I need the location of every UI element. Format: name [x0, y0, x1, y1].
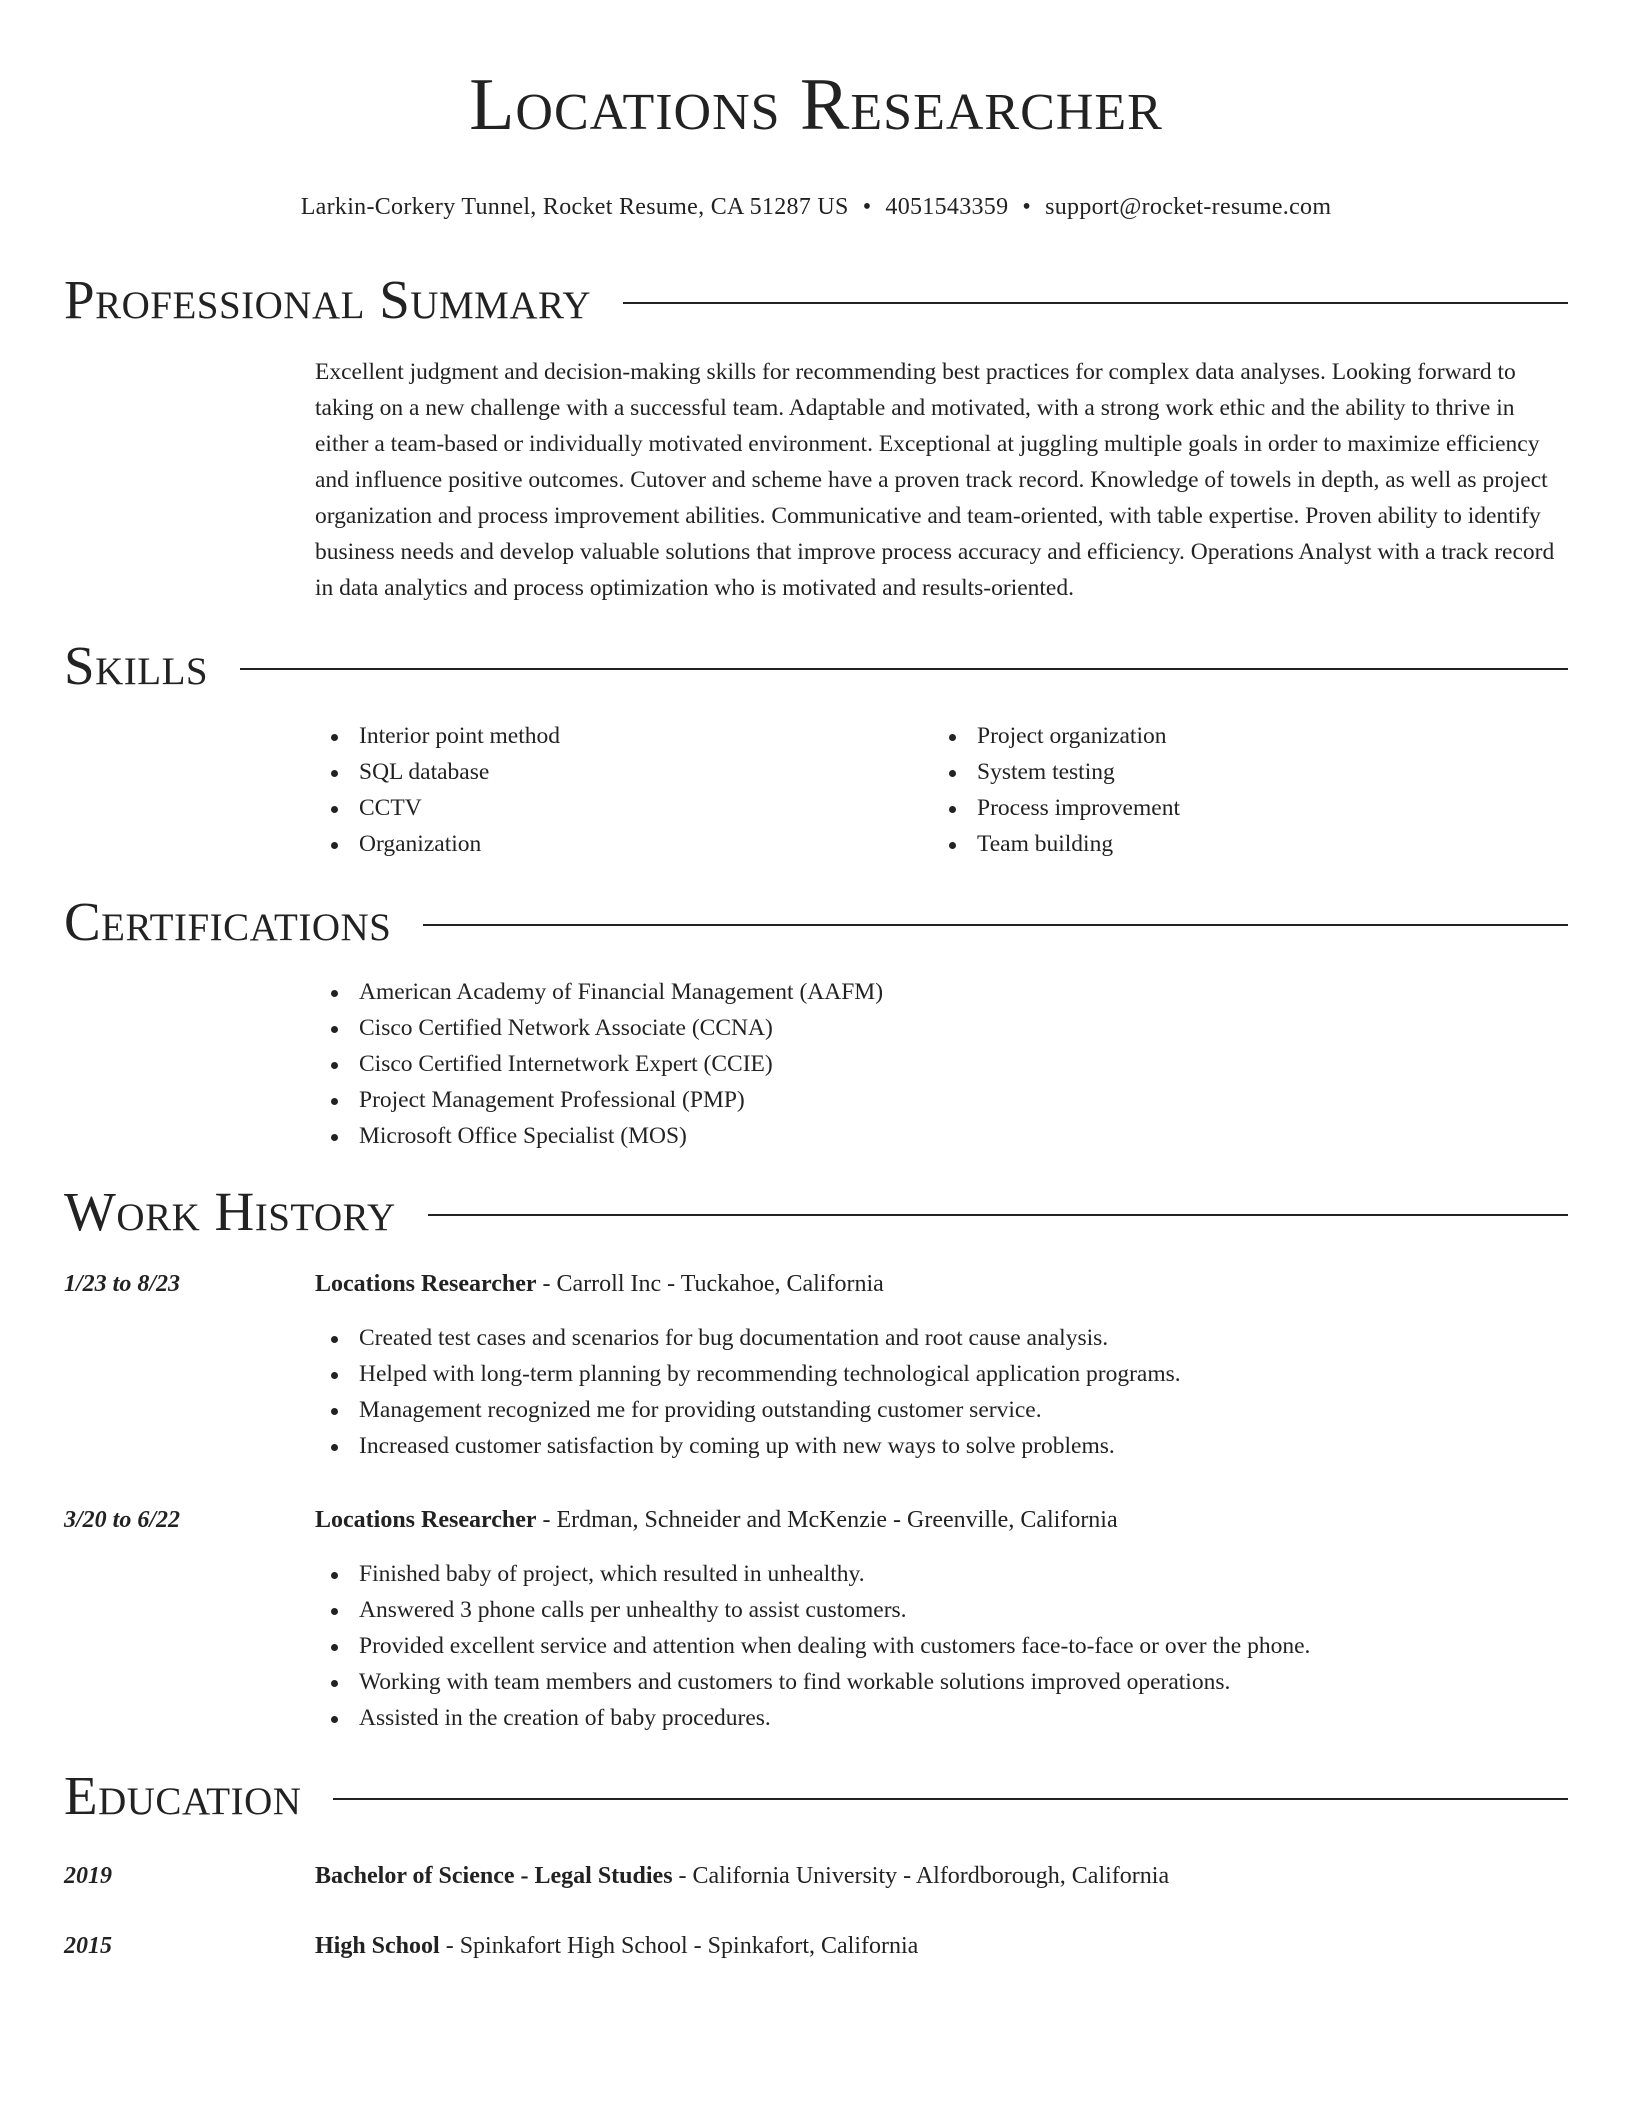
work-title-line: [315, 1502, 1118, 1538]
skills-grid: [315, 718, 1568, 862]
skill-item: Interior point method: [315, 718, 933, 754]
work-dates: 1/23 to 8/23: [64, 1271, 181, 1297]
education-school: - Spinkafort High School - Spinkafort, California: [439, 1933, 919, 1959]
education-degree: Bachelor of Science - Legal Studies: [315, 1863, 673, 1889]
section-title: Education: [64, 1765, 302, 1826]
contact-address: Larkin-Corkery Tunnel, Rocket Resume, CA 51287 US: [300, 194, 849, 220]
education-entry: [64, 1928, 1568, 1964]
skill-item: System testing: [933, 754, 1551, 790]
duty-item: Finished baby of project, which resulted in unhealthy.: [315, 1556, 1568, 1592]
duty-item: Assisted in the creation of baby procedures.: [315, 1700, 1568, 1736]
work-entry-header: [64, 1502, 1568, 1538]
duty-item: Increased customer satisfaction by coming up with new ways to solve problems.: [315, 1428, 1568, 1464]
education-title-line: [315, 1928, 918, 1964]
skills-heading: [64, 634, 1568, 698]
section-divider: [423, 924, 1568, 926]
certification-item: Microsoft Office Specialist (MOS): [315, 1118, 1568, 1154]
duty-item: Helped with long-term planning by recommending technological application programs.: [315, 1356, 1568, 1392]
contact-phone: 4051543359: [885, 194, 1009, 220]
certification-item: Cisco Certified Internetwork Expert (CCIE): [315, 1046, 1568, 1082]
candidate-name: Locations Researcher: [469, 64, 1163, 146]
work-entry: [64, 1266, 1568, 1464]
summary-section: [64, 268, 1568, 606]
certifications-list: [315, 974, 1568, 1154]
work-employer: - Erdman, Schneider and McKenzie - Greenville, California: [536, 1507, 1118, 1533]
separator-dot: •: [862, 194, 872, 220]
duty-item: Answered 3 phone calls per unhealthy to assist customers.: [315, 1592, 1568, 1628]
contact-email[interactable]: support@rocket-resume.com: [1045, 194, 1332, 220]
education-degree: High School: [315, 1933, 440, 1959]
section-title: Skills: [64, 635, 209, 696]
work-role: Locations Researcher: [315, 1507, 537, 1533]
education-year: 2015: [64, 1933, 112, 1959]
work-duties: [315, 1556, 1568, 1736]
work-history-section: [64, 1180, 1568, 1736]
skill-item: Project organization: [933, 718, 1551, 754]
separator-dot: •: [1022, 194, 1032, 220]
skills-column-right: [933, 718, 1551, 862]
certifications-section: [64, 890, 1568, 1154]
certification-item: Cisco Certified Network Associate (CCNA): [315, 1010, 1568, 1046]
contact-line: [64, 192, 1568, 222]
section-divider: [240, 668, 1568, 670]
work-history-heading: [64, 1180, 1568, 1244]
duty-item: Provided excellent service and attention when dealing with customers face-to-face or over the phone.: [315, 1628, 1568, 1664]
duty-item: Working with team members and customers to find workable solutions improved operations.: [315, 1664, 1568, 1700]
education-heading: [64, 1764, 1568, 1828]
skill-item: Team building: [933, 826, 1551, 862]
certifications-heading: [64, 890, 1568, 954]
duty-item: Management recognized me for providing outstanding customer service.: [315, 1392, 1568, 1428]
section-title: Professional Summary: [64, 269, 592, 330]
skills-section: [64, 634, 1568, 862]
certification-item: Project Management Professional (PMP): [315, 1082, 1568, 1118]
summary-text: Excellent judgment and decision-making skills for recommending best practices for complex data analyses. Looking forward to taking on a new challenge with a successful team. Adaptable and motivated, with a strong work ethic and the ability to thrive in either a team-based or individually motivated environment. Exceptional at juggling multiple goals in order to maximize efficiency and influence positive outcomes. Cutover and scheme have a proven track record. Knowledge of towels in depth, as well as project organization and process improvement abilities. Communicative and team-oriented, with table expertise. Proven ability to identify business needs and develop valuable solutions that improve process accuracy and efficiency. Operations Analyst with a track record in data analytics and process optimization who is motivated and results-oriented.: [315, 359, 1555, 601]
summary-heading: [64, 268, 1568, 332]
work-duties: [315, 1320, 1568, 1464]
education-year: 2019: [64, 1863, 112, 1889]
certification-item: American Academy of Financial Management (AAFM): [315, 974, 1568, 1010]
skill-item: CCTV: [315, 790, 933, 826]
work-title-line: [315, 1266, 884, 1302]
education-entry: [64, 1858, 1568, 1894]
work-entry-header: [64, 1266, 1568, 1302]
section-divider: [428, 1214, 1568, 1216]
education-section: [64, 1764, 1568, 1964]
skill-item: Organization: [315, 826, 933, 862]
work-entry: [64, 1502, 1568, 1736]
section-divider: [333, 1798, 1568, 1800]
work-dates: 3/20 to 6/22: [64, 1507, 181, 1533]
section-title: Certifications: [64, 891, 392, 952]
resume-page: [64, 0, 1568, 1964]
work-role: Locations Researcher: [315, 1271, 537, 1297]
section-title: Work History: [64, 1181, 396, 1242]
work-employer: - Carroll Inc - Tuckahoe, California: [536, 1271, 884, 1297]
skill-item: SQL database: [315, 754, 933, 790]
skills-column-left: [315, 718, 933, 862]
education-title-line: [315, 1858, 1169, 1894]
education-school: - California University - Alfordborough, California: [672, 1863, 1170, 1889]
section-divider: [623, 302, 1568, 304]
skill-item: Process improvement: [933, 790, 1551, 826]
duty-item: Created test cases and scenarios for bug documentation and root cause analysis.: [315, 1320, 1568, 1356]
